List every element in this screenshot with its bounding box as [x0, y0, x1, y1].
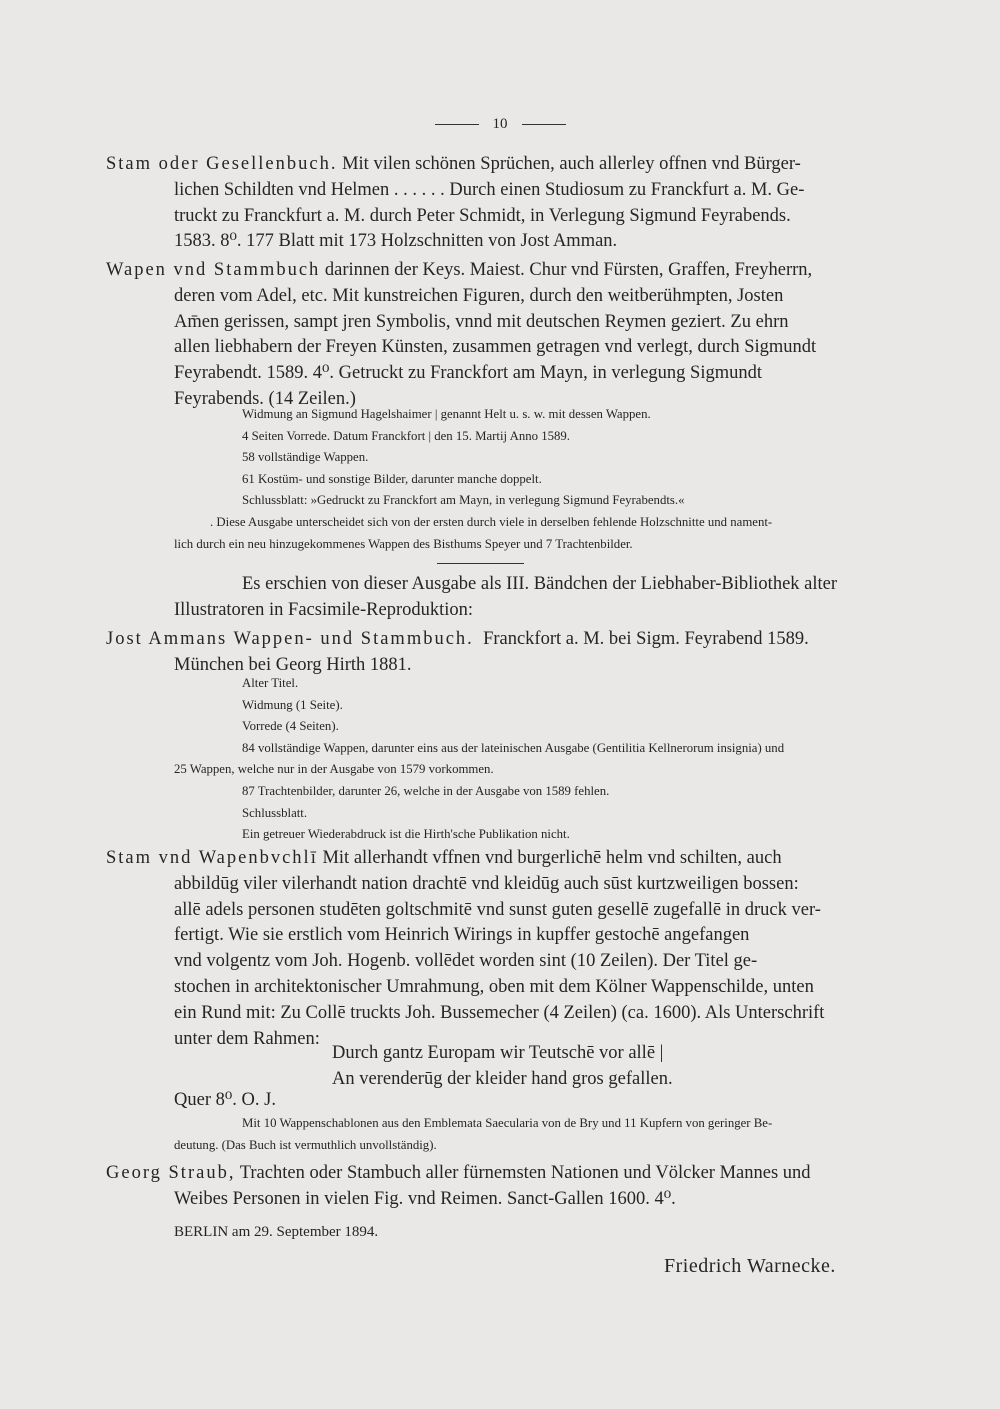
entry-line: deren vom Adel, etc. Mit kunstreichen Figuren, durch den weitberühmpten, Josten [174, 285, 784, 306]
entry-line: Weibes Personen in vielen Fig. vnd Reimen. Sanct-Gallen 1600. 4⁰. [174, 1188, 676, 1209]
note-line: 25 Wappen, welche nur in der Ausgabe von 1579 vorkommen. [174, 762, 494, 777]
note-line: deutung. (Das Buch ist vermuthlich unvollständig). [174, 1137, 437, 1152]
note-line: Widmung an Sigmund Hagelshaimer | genannt Helt u. s. w. mit dessen Wappen. [242, 407, 651, 421]
note-line: Mit 10 Wappenschablonen aus den Emblemata Saecularia von de Bry und 11 Kupfern von geringer Be- [242, 1116, 773, 1130]
entry-line: Feyrabendt. 1589. 4⁰. Getruckt zu Franckfort am Mayn, in verlegung Sigmundt [174, 363, 762, 384]
entry-line: Trachten oder Stambuch aller fürnemsten Nationen und Völcker Mannes und [239, 1163, 811, 1183]
entry-line: Mit allerhandt vffnen vnd burgerlichē helm vnd schilten, auch [322, 848, 782, 868]
entry-line: Am̄en gerissen, sampt jren Symbolis, vnnd mit deutschen Reymen geziert. Zu ehrn [174, 311, 789, 332]
entry-line: darinnen der Keys. Maiest. Chur vnd Fürsten, Graffen, Freyherrn, [324, 260, 813, 280]
interlude-line: Illustratoren in Facsimile-Reproduktion: [174, 599, 474, 620]
interlude-paragraph [106, 572, 951, 624]
note-line: 87 Trachtenbilder, darunter 26, welche in der Ausgabe von 1589 fehlen. [242, 783, 610, 798]
page-number: 10 [492, 116, 508, 132]
entry-stam-wapenbuchli [106, 846, 951, 1052]
entry-stam-gesellenbuch [106, 152, 951, 255]
entry-wapen-stammbuch [106, 258, 951, 413]
entry-line: allē adels personen studēten goltschmitē vnd sunst guten gesellē zugefallē in druck ver- [174, 899, 821, 920]
note-line: Alter Titel. [242, 676, 299, 690]
interlude-line: Es erschien von dieser Ausgabe als III. Bändchen der Liebhaber-Bibliothek alter [242, 574, 838, 594]
signature: Friedrich Warnecke. [664, 1255, 836, 1277]
section-divider [437, 563, 524, 564]
entry-title: Stam oder Gesellenbuch. [106, 154, 338, 174]
entry-line: München bei Georg Hirth 1881. [174, 654, 412, 675]
note-line: 84 vollständige Wappen, darunter eins aus der lateinischen Ausgabe (Gentilitia Kellnerorum insignia) und [242, 740, 785, 755]
entry-line: unter dem Rahmen: [174, 1028, 320, 1049]
entry-notes [106, 1113, 1000, 1156]
note-line: Schlussblatt: »Gedruckt zu Franckfort am Mayn, in verlegung Sigmund Feyrabendts.« [242, 493, 685, 508]
entry-line: 1583. 8⁰. 177 Blatt mit 173 Holzschnitten von Jost Amman. [174, 231, 618, 252]
entry-line: Feyrabends. (14 Zeilen.) [174, 388, 356, 409]
entry-line: Mit vilen schönen Sprüchen, auch allerley offnen vnd Bürger- [342, 154, 801, 174]
verse-line: An verenderūg der kleider hand gros gefallen. [332, 1068, 673, 1089]
note-line: 58 vollständige Wappen. [242, 450, 369, 465]
entry-notes [106, 673, 1000, 846]
entry-line: ein Rund mit: Zu Collē truckts Joh. Bussemecher (4 Zeilen) (ca. 1600). Als Unterschrift [174, 1002, 825, 1023]
entry-line: Franckfort a. M. bei Sigm. Feyrabend 1589. [483, 629, 809, 649]
note-line: . Diese Ausgabe unterscheidet sich von der ersten durch viele in derselben fehlende Holzschnitte und nament- [210, 514, 773, 529]
entry-title: Wapen vnd Stammbuch [106, 260, 321, 280]
entry-line: allen liebhabern der Freyen Künsten, zusammen getragen vnd verlegt, durch Sigmundt [174, 337, 817, 358]
page-header [0, 116, 1000, 133]
note-line: Widmung (1 Seite). [242, 697, 343, 712]
entry-line: fertigt. Wie sie erstlich vom Heinrich Wirings in kupffer gestochē angefangen [174, 925, 750, 946]
format-line: Quer 8⁰. O. J. [174, 1090, 276, 1110]
entry-line: truckt zu Franckfurt a. M. durch Peter Schmidt, in Verlegung Sigmund Feyrabends. [174, 205, 791, 226]
date-line: BERLIN am 29. September 1894. [174, 1224, 379, 1240]
entry-title: Stam vnd Wapenbvchlī [106, 848, 318, 868]
note-line: Ein getreuer Wiederabdruck ist die Hirth'sche Publikation nicht. [242, 827, 570, 842]
entry-line: abbildūg viler vilerhandt nation drachtē vnd kleidūg auch sūst kurtzweiligen bossen: [174, 873, 799, 894]
header-rule-left [435, 124, 479, 125]
verse-line: Durch gantz Europam wir Teutschē vor allē | [332, 1043, 664, 1063]
entry-line: lichen Schildten vnd Helmen . . . . . . Durch einen Studiosum zu Franckfurt a. M. Ge- [174, 179, 805, 200]
entry-title: Georg Straub, [106, 1163, 236, 1183]
entry-georg-straub [106, 1161, 951, 1213]
entry-jost-ammans [106, 627, 951, 679]
entry-notes [106, 404, 1000, 555]
note-line: lich durch ein neu hinzugekommenes Wappen des Bisthums Speyer und 7 Trachtenbilder. [174, 536, 633, 551]
entry-line: vnd volgentz vom Joh. Hogenb. vollēdet worden sint (10 Zeilen). Der Titel ge- [174, 951, 758, 972]
entry-line: stochen in architektonischer Umrahmung, oben mit dem Kölner Wappenschilde, unten [174, 976, 814, 997]
note-line: 4 Seiten Vorrede. Datum Franckfort | den 15. Martij Anno 1589. [242, 428, 571, 443]
note-line: Schlussblatt. [242, 805, 308, 820]
note-line: Vorrede (4 Seiten). [242, 719, 339, 734]
note-line: 61 Kostüm- und sonstige Bilder, darunter manche doppelt. [242, 471, 542, 486]
verse-quote [332, 1041, 832, 1093]
header-rule-right [522, 124, 566, 125]
entry-title: Jost Ammans Wappen- und Stammbuch. [106, 629, 474, 649]
